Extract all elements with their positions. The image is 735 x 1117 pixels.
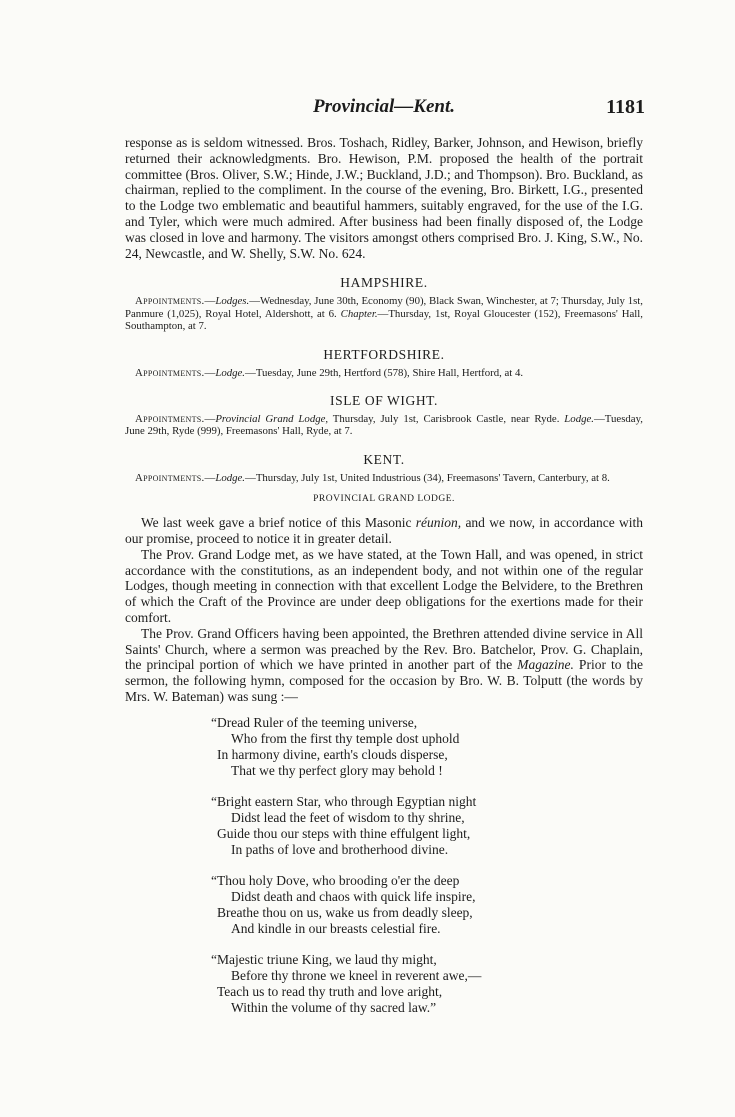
text-run: and we now, in accordance with our promise, proceed to notice it in greater detail. (125, 515, 643, 547)
pgl-label: Provincial Grand Lodge, (215, 413, 329, 425)
hymn-line: Didst lead the feet of wisdom to thy shrine, (231, 809, 465, 825)
hymn-line: Within the volume of thy sacred law.” (231, 999, 437, 1015)
article-body (125, 135, 643, 1031)
kent-paragraph (125, 626, 643, 705)
hymn-line: “Bright eastern Star, who through Egyptian night (211, 793, 477, 809)
intro-paragraph: response as is seldom witnessed. Bros. Toshach, Ridley, Barker, Johnson, and Hewison, briefly returned their acknowledgments. Bro. Hewison, P.M. proposed the health of the portrait committee (Bros. Oliver, S.W.; Hinde, J.W.; Buckland, J.D.; and Thompson). Bro. Buckland, as chairman, replied to the compliment. In the course of the evening, Bro. Birkett, I.G., presented to the Lodge two emblematic and beautiful hammers, suitably engraved, for the use of the I.G. and Tyler, which were much admired. After business had been finally disposed of, the Lodge was closed in love and harmony. The visitors amongst others comprised Bro. J. King, S.W., No. 24, Newcastle, and W. Shelly, S.W. No. 624. (125, 135, 643, 261)
running-title: Provincial—Kent. (313, 96, 455, 117)
appointments-text: —Wednesday, June 30th, Economy (90), Black Swan, Winchester, at 7; Thursday, July 1st, Panmure (1,025), Royal Hotel, Aldershott, at 6. (125, 295, 643, 320)
hymn-stanza (211, 951, 643, 1016)
kent-paragraph: The Prov. Grand Lodge met, as we have stated, at the Town Hall, and was opened, in strict accordance with the constitutions, as an independent body, and not within one of the regular Lodges, though meeting in connection with that excellent Lodge the Belvidere, to the Brethren of which the Craft of the Province are under deep obligations for the exertions made for their comfort. (125, 546, 643, 625)
section-heading-hampshire: HAMPSHIRE. (340, 275, 428, 291)
appointments-text: —Thursday, July 1st, United Industrious (34), Freemasons' Tavern, Canterbury, at 8. (245, 471, 610, 484)
section-heading-kent: KENT. (363, 451, 405, 467)
lodges-label: Lodges. (215, 295, 250, 308)
appointments-label: Appointments. (135, 413, 205, 425)
hymn-line: Breathe thou on us, wake us from deadly sleep, (217, 904, 473, 920)
lodge-label: Lodge. (215, 366, 246, 379)
hymn-stanza (211, 714, 643, 779)
appointments-hampshire: Appointments.—Lodges.—Wednesday, June 30th, Economy (90), Black Swan, Winchester, at 7; Thursday, July 1st, Panmure (1,025), Royal Hotel, Aldershott, at 6. Chapter.—Thursday, 1st, Royal Gloucester (152), Freemasons' Hall, Southampton, at 7. (125, 295, 643, 333)
hymn-line: In harmony divine, earth's clouds disperse, (217, 746, 448, 762)
hymn-line: Who from the first thy temple dost uphold (231, 730, 460, 746)
running-head (125, 96, 645, 120)
hymn-line: Teach us to read thy truth and love aright, (217, 983, 443, 999)
appointments-label: Appointments. (135, 471, 205, 484)
appointments-label: Appointments. (135, 366, 205, 379)
kent-paragraph (125, 515, 643, 547)
lodge-label: Lodge. (564, 413, 594, 425)
hymn-line: “Thou holy Dove, who brooding o'er the deep (211, 872, 460, 888)
appointments-text: —Tuesday, June 29th, Ryde (999), Freemasons' Hall, Ryde, at 7. (125, 413, 643, 438)
appointments-text: —Thursday, 1st, Royal Gloucester (152), Freemasons' Hall, Southampton, at 7. (125, 307, 643, 333)
appointments-isle-of-wight: Appointments.—Provincial Grand Lodge, Thursday, July 1st, Carisbrook Castle, near Ryde. Lodge.—Tuesday, June 29th, Ryde (999), Freemasons' Hall, Ryde, at 7. (125, 413, 643, 438)
text-run: We last week gave a brief notice of this Masonic (141, 515, 416, 531)
appointments-text: Thursday, July 1st, Carisbrook Castle, near Ryde. (328, 413, 565, 425)
section-heading-isle-of-wight: ISLE OF WIGHT. (329, 393, 438, 408)
hymn (211, 714, 643, 1016)
sub-heading-provincial-grand-lodge: PROVINCIAL GRAND LODGE. (313, 494, 455, 505)
hymn-line: That we thy perfect glory may behold ! (231, 762, 443, 778)
hymn-line: Didst death and chaos with quick life inspire, (231, 888, 476, 904)
hymn-stanza (211, 872, 643, 937)
hymn-line: “Dread Ruler of the teeming universe, (211, 714, 418, 730)
text-run: Prior to the sermon, the following hymn, composed for the occasion by Bro. W. B. Tolputt (the words by Mrs. W. Bateman) was sung :— (125, 657, 643, 704)
text-run: The Prov. Grand Officers having been appointed, the Brethren attended divine service in All Saints' Church, where a sermon was preached by the Rev. Bro. Batchelor, Prov. G. Chaplain, the principal portion of which we have printed in another part of the (125, 625, 643, 673)
page-number: 1181 (606, 96, 645, 118)
hymn-line: “Majestic triune King, we laud thy might, (211, 951, 437, 967)
hymn-line: Before thy throne we kneel in reverent awe,— (231, 967, 482, 983)
appointments-text: —Tuesday, June 29th, Hertford (578), Shire Hall, Hertford, at 4. (245, 366, 524, 379)
hymn-line: And kindle in our breasts celestial fire. (231, 920, 441, 936)
lodge-label: Lodge. (215, 471, 246, 484)
hymn-stanza (211, 793, 643, 858)
section-heading-hertfordshire: HERTFORDSHIRE. (323, 346, 445, 362)
appointments-hertfordshire: Appointments.—Lodge.—Tuesday, June 29th, Hertford (578), Shire Hall, Hertford, at 4. (135, 366, 524, 379)
hymn-line: In paths of love and brotherhood divine. (231, 841, 449, 857)
chapter-label: Chapter. (340, 307, 378, 320)
appointments-kent: Appointments.—Lodge.—Thursday, July 1st, United Industrious (34), Freemasons' Tavern, Canterbury, at 8. (135, 471, 610, 484)
appointments-label: Appointments. (135, 295, 205, 308)
hymn-line: Guide thou our steps with thine effulgent light, (217, 825, 471, 841)
text-run-italic: Magazine. (517, 657, 574, 673)
text-run-italic: réunion, (415, 515, 462, 531)
